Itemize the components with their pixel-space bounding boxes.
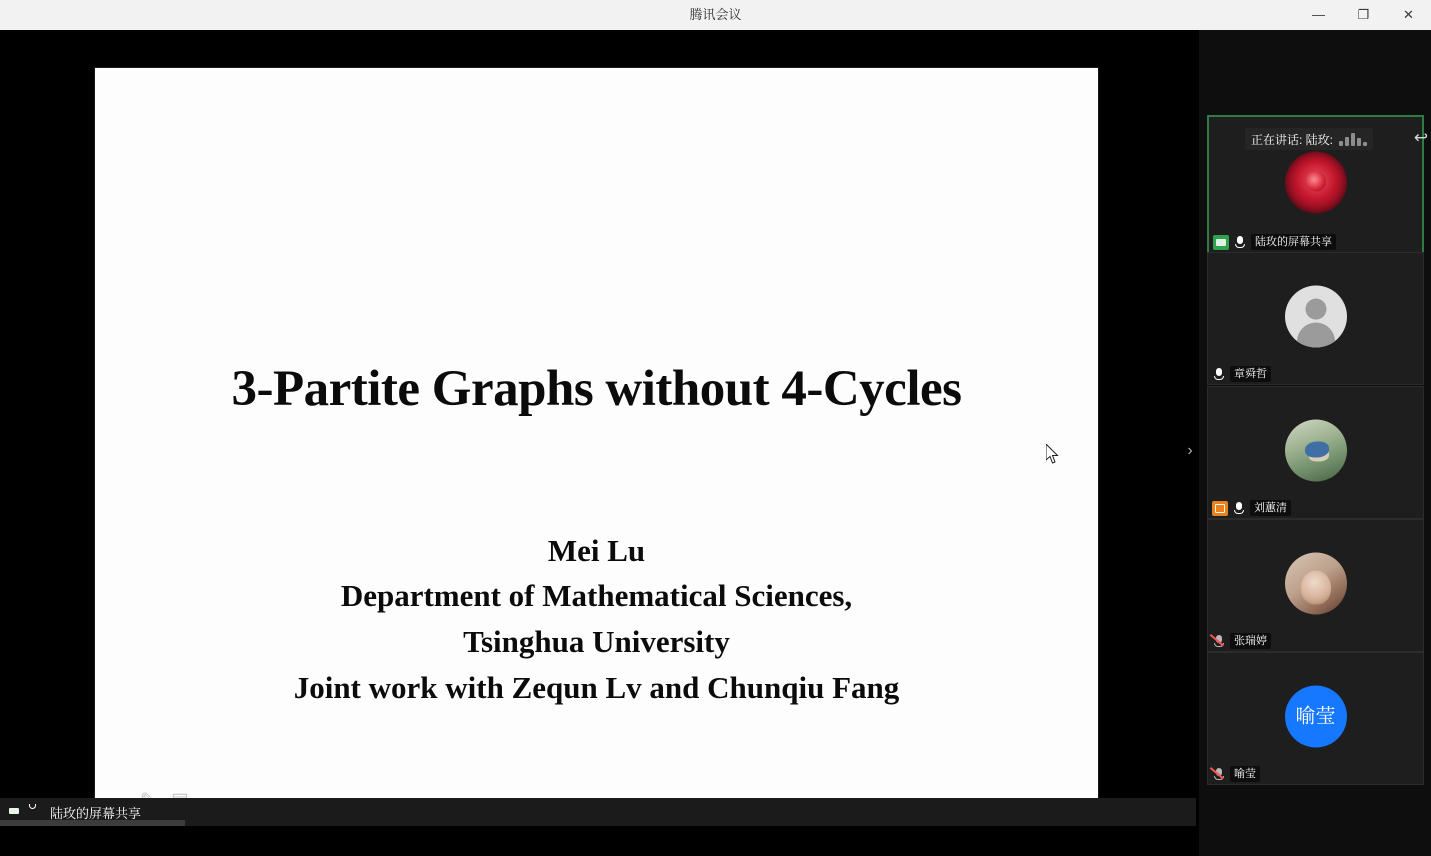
participant-name: 喻莹 xyxy=(1230,766,1260,782)
screen-share-icon xyxy=(1213,235,1229,250)
slide-line-author: Mei Lu xyxy=(547,533,646,568)
taskbar-sliver xyxy=(0,820,185,826)
participant-name: 刘蕙清 xyxy=(1250,500,1291,516)
microphone-icon xyxy=(1232,500,1246,516)
minimize-button[interactable]: — xyxy=(1312,7,1325,22)
participant-footer-3 xyxy=(1208,631,1275,651)
active-speaker-banner xyxy=(1245,128,1373,150)
participant-footer-2 xyxy=(1208,498,1295,518)
close-button[interactable]: ✕ xyxy=(1403,7,1414,22)
back-arrow-icon[interactable]: ↩ xyxy=(1413,128,1429,147)
portrait-photo-avatar xyxy=(1285,552,1347,614)
default-person-avatar xyxy=(1285,285,1347,347)
participant-footer-0 xyxy=(1209,232,1340,252)
slide-title: 3-Partite Graphs without 4-Cycles xyxy=(231,361,962,417)
participant-footer-1 xyxy=(1208,364,1275,384)
participant-name: 陆玫的屏幕共享 xyxy=(1251,234,1336,250)
maximize-button[interactable]: ❐ xyxy=(1357,7,1370,22)
microphone-muted-icon xyxy=(1212,766,1226,782)
screen-share-icon xyxy=(6,805,22,819)
participant-name: 章舜哲 xyxy=(1230,366,1271,382)
slide-line-department: Department of Mathematical Sciences, xyxy=(340,578,853,613)
window-title: 腾讯会议 xyxy=(689,7,742,22)
microphone-icon xyxy=(1212,366,1226,382)
microphone-muted-icon xyxy=(1212,633,1226,649)
participant-tile-4[interactable] xyxy=(1207,652,1424,785)
presentation-slide xyxy=(95,68,1098,821)
slide-line-joint-work: Joint work with Zequn Lv and Chunqiu Fang xyxy=(293,670,900,705)
rose-photo-avatar xyxy=(1285,151,1347,213)
initial-avatar: 喻莹 xyxy=(1285,685,1347,747)
participant-tile-1[interactable] xyxy=(1207,252,1424,385)
chevron-right-icon[interactable]: › xyxy=(1187,442,1193,459)
screen-share-label: 陆玫的屏幕共享 xyxy=(50,805,142,821)
bird-photo-avatar xyxy=(1285,419,1347,481)
microphone-icon[interactable] xyxy=(28,805,44,819)
shared-screen-area xyxy=(0,30,1196,826)
participant-tile-3[interactable] xyxy=(1207,519,1424,652)
participant-tile-2[interactable] xyxy=(1207,386,1424,519)
mouse-cursor xyxy=(1046,444,1060,466)
microphone-icon xyxy=(1233,234,1247,250)
active-speaker-label: 正在讲话: 陆玫: xyxy=(1251,132,1334,147)
window-title-bar xyxy=(0,0,1431,31)
meeting-stage xyxy=(0,30,1431,856)
slide-line-university: Tsinghua University xyxy=(463,624,730,659)
screen-share-icon xyxy=(1212,501,1228,516)
audio-wave-icon xyxy=(1339,132,1367,146)
participant-footer-4 xyxy=(1208,764,1264,784)
participant-name: 张瑞婷 xyxy=(1230,633,1271,649)
participants-rail xyxy=(1199,30,1431,856)
